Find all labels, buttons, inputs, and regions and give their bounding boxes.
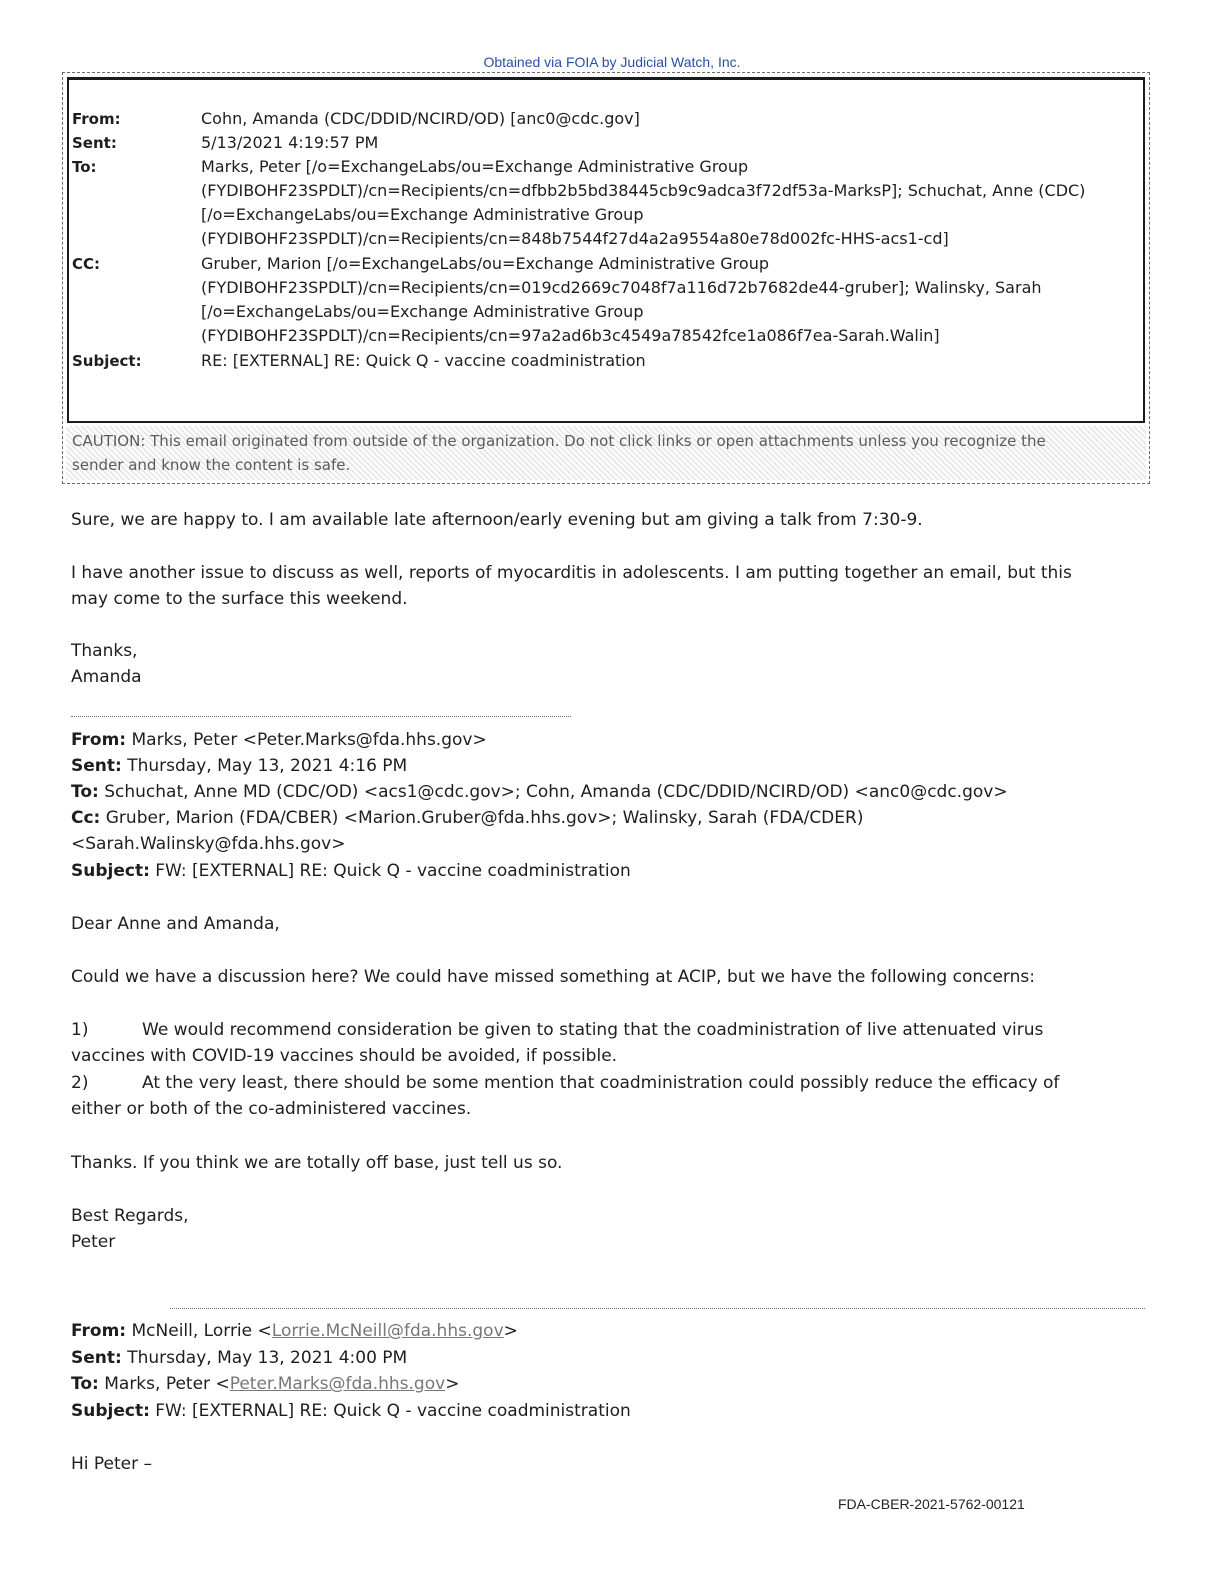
msg2-item-1-number: 1) xyxy=(71,1020,89,1040)
reply-paragraph-2-line-1: I have another issue to discuss as well, reports of myocarditis in adolescents. I am putting together an email, but this xyxy=(71,563,1072,583)
msg2-sent-label: Sent: xyxy=(71,756,122,776)
msg3-from-label: From: xyxy=(71,1321,127,1341)
msg2-closing: Best Regards, xyxy=(71,1206,189,1226)
msg2-item-2-line-1: At the very least, there should be some mention that coadministration could possibly reduce the efficacy of xyxy=(142,1073,1060,1093)
header-top-rule xyxy=(67,77,1145,80)
header-border-left xyxy=(67,80,69,423)
msg3-sent-row xyxy=(71,1345,407,1371)
header-cc-line-3: [/o=ExchangeLabs/ou=Exchange Administrative Group xyxy=(201,302,644,321)
reply-paragraph-1: Sure, we are happy to. I am available late afternoon/early evening but am giving a talk from 7:30-9. xyxy=(71,510,923,530)
msg2-to-value: Schuchat, Anne MD (CDC/OD) <acs1@cdc.gov>; Cohn, Amanda (CDC/DDID/NCIRD/OD) <anc0@cdc.gov> xyxy=(98,782,1008,802)
msg2-greeting: Dear Anne and Amanda, xyxy=(71,914,280,934)
msg3-from-end: > xyxy=(503,1321,518,1341)
msg3-from-email-link[interactable]: Lorrie.McNeill@fda.hhs.gov xyxy=(271,1321,504,1341)
reply-signature: Amanda xyxy=(71,667,142,687)
header-cc-line-1: Gruber, Marion [/o=ExchangeLabs/ou=Exchange Administrative Group xyxy=(201,254,769,273)
msg2-intro: Could we have a discussion here? We could have missed something at ACIP, but we have the following concerns: xyxy=(71,967,1035,987)
msg2-cc-value-2: <Sarah.Walinsky@fda.hhs.gov> xyxy=(71,834,346,854)
foia-banner: Obtained via FOIA by Judicial Watch, Inc. xyxy=(483,54,741,70)
msg3-to-name: Marks, Peter < xyxy=(98,1374,230,1394)
msg2-cc-value-1: Gruber, Marion (FDA/CBER) <Marion.Gruber@fda.hhs.gov>; Walinsky, Sarah (FDA/CDER) xyxy=(100,808,864,828)
external-caution-banner xyxy=(66,426,1146,480)
msg2-cc-row xyxy=(71,805,863,831)
msg3-to-label: To: xyxy=(71,1374,99,1394)
header-cc-line-4: (FYDIBOHF23SPDLT)/cn=Recipients/cn=97a2ad6b3c4549a78542fce1a086f7ea-Sarah.Walin] xyxy=(201,326,940,345)
header-cc-label: CC: xyxy=(72,255,101,273)
header-border-right xyxy=(1143,80,1145,423)
header-to-line-2: (FYDIBOHF23SPDLT)/cn=Recipients/cn=dfbb2b5bd38445cb9c9adca3f72df53a-MarksP]; Schuchat, Anne (CDC) xyxy=(201,181,1086,200)
header-from-value: Cohn, Amanda (CDC/DDID/NCIRD/OD) [anc0@cdc.gov] xyxy=(201,109,640,128)
msg2-subject-row xyxy=(71,858,631,884)
msg3-from-name: McNeill, Lorrie < xyxy=(126,1321,272,1341)
msg2-from-label: From: xyxy=(71,730,127,750)
reply-closing: Thanks, xyxy=(71,641,138,661)
msg2-to-row xyxy=(71,779,1008,805)
header-to-label: To: xyxy=(72,158,97,176)
separator-1 xyxy=(71,716,571,717)
caution-line-2: sender and know the content is safe. xyxy=(72,456,351,474)
header-sent-value: 5/13/2021 4:19:57 PM xyxy=(201,133,379,152)
msg2-item-1 xyxy=(71,1017,88,1043)
msg3-subject-value: FW: [EXTERNAL] RE: Quick Q - vaccine coadministration xyxy=(149,1401,631,1421)
msg3-subject-label: Subject: xyxy=(71,1401,150,1421)
msg2-sent-value: Thursday, May 13, 2021 4:16 PM xyxy=(121,756,408,776)
msg2-signature: Peter xyxy=(71,1232,116,1252)
msg2-cc-label: Cc: xyxy=(71,808,101,828)
msg2-thanks: Thanks. If you think we are totally off base, just tell us so. xyxy=(71,1153,563,1173)
email-header-box xyxy=(62,72,1150,484)
msg2-item-1-line-1: We would recommend consideration be given to stating that the coadministration of live attenuated virus xyxy=(142,1020,1044,1040)
msg3-to-email-link[interactable]: Peter.Marks@fda.hhs.gov xyxy=(229,1374,446,1394)
reply-paragraph-2-line-2: may come to the surface this weekend. xyxy=(71,589,408,609)
msg3-sent-label: Sent: xyxy=(71,1348,122,1368)
msg2-subject-value: FW: [EXTERNAL] RE: Quick Q - vaccine coadministration xyxy=(149,861,631,881)
msg3-to-row xyxy=(71,1371,459,1397)
header-subject-value: RE: [EXTERNAL] RE: Quick Q - vaccine coadministration xyxy=(201,351,646,370)
header-subject-label: Subject: xyxy=(72,352,142,370)
msg2-item-2 xyxy=(71,1070,88,1096)
msg3-from-row xyxy=(71,1318,518,1344)
caution-line-1: CAUTION: This email originated from outside of the organization. Do not click links or open attachments unless you recognize the xyxy=(72,432,1046,450)
msg2-sent-row xyxy=(71,753,407,779)
msg2-item-2-line-2: either or both of the co-administered vaccines. xyxy=(71,1099,472,1119)
header-to-line-1: Marks, Peter [/o=ExchangeLabs/ou=Exchange Administrative Group xyxy=(201,157,749,176)
msg3-greeting: Hi Peter – xyxy=(71,1454,153,1474)
header-border-bottom xyxy=(67,421,1145,423)
msg3-sent-value: Thursday, May 13, 2021 4:00 PM xyxy=(121,1348,408,1368)
header-sent-label: Sent: xyxy=(72,134,117,152)
header-to-line-4: (FYDIBOHF23SPDLT)/cn=Recipients/cn=848b7544f27d4a2a9554a80e78d002fc-HHS-acs1-cd] xyxy=(201,229,949,248)
document-id-footer: FDA-CBER-2021-5762-00121 xyxy=(838,1496,1025,1512)
header-from-label: From: xyxy=(72,110,121,128)
header-to-line-3: [/o=ExchangeLabs/ou=Exchange Administrative Group xyxy=(201,205,644,224)
msg2-to-label: To: xyxy=(71,782,99,802)
msg2-subject-label: Subject: xyxy=(71,861,150,881)
msg3-to-end: > xyxy=(445,1374,460,1394)
msg2-from-value: Marks, Peter <Peter.Marks@fda.hhs.gov> xyxy=(126,730,487,750)
msg2-item-2-number: 2) xyxy=(71,1073,89,1093)
header-cc-line-2: (FYDIBOHF23SPDLT)/cn=Recipients/cn=019cd2669c7048f7a116d72b7682de44-gruber]; Walinsky, Sarah xyxy=(201,278,1042,297)
msg3-subject-row xyxy=(71,1398,631,1424)
separator-2 xyxy=(170,1308,1145,1309)
msg2-item-1-line-2: vaccines with COVID-19 vaccines should be avoided, if possible. xyxy=(71,1046,618,1066)
msg2-from-row xyxy=(71,727,487,753)
